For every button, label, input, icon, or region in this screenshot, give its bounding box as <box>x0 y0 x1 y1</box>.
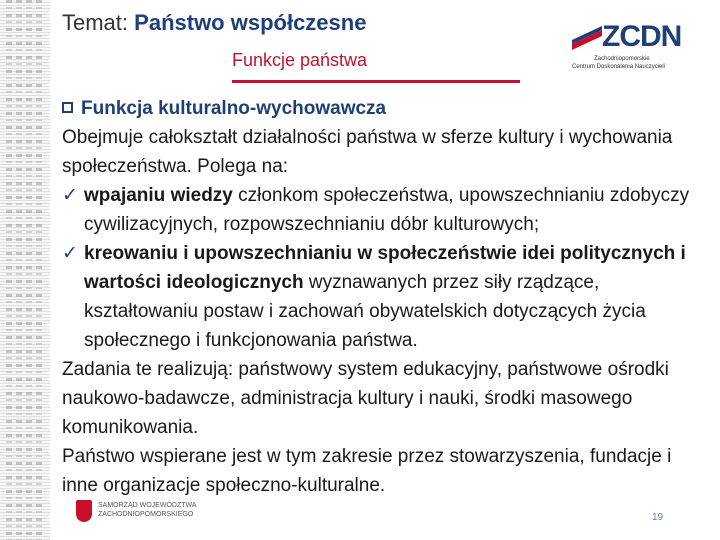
logo-line-1: Zachodniopomorskie <box>594 56 650 62</box>
griffin-shield-icon <box>76 500 92 522</box>
intro-paragraph: Obejmuje całokształt działalności państwa w sferze kultury i wychowania społeczeństwa. Polega na: <box>62 127 673 177</box>
support-paragraph: Państwo wspierane jest w tym zakresie przez stowarzyszenia, fundacje i inne organizacje społeczno-kulturalne. <box>62 446 672 496</box>
slide-body <box>62 94 710 500</box>
title-topic: Państwo współczesne <box>134 10 367 35</box>
title-prefix: Temat: <box>62 10 129 35</box>
zcdn-logo <box>572 20 684 74</box>
bullet-item: ✓ kreowaniu i upowszechnianiu w społeczeństwie idei politycznych i wartości ideologicznych wyznawanych przez siły rządzące, kształtowaniu postaw i zachowań obywatelskich dotyczących życia społecznego i funkcjonowania państwa. <box>62 239 710 355</box>
logo-line-2: Centrum Doskonalenia Nauczycieli <box>572 64 666 70</box>
checkbox-bullet-icon <box>62 102 73 113</box>
slide-title <box>62 10 366 36</box>
checkmark-icon: ✓ <box>62 243 78 264</box>
title-underline <box>232 80 520 83</box>
page-number: 19 <box>652 512 664 523</box>
decorative-margin-strip <box>0 0 50 540</box>
bullet-item: ✓ wpajaniu wiedzy członkom społeczeństwa, upowszechnianiu zdobyczy cywilizacyjnych, rozpowszechnianiu dóbr kulturowych; <box>62 181 710 239</box>
slide-subtitle: Funkcje państwa <box>232 50 368 70</box>
region-logo <box>76 500 206 524</box>
region-logo-line-1: SAMORZĄD WOJEWÓDZTWA <box>98 502 197 509</box>
region-logo-line-2: ZACHODNIOPOMORSKIEGO <box>98 511 194 518</box>
section-heading: Funkcja kulturalno-wychowawcza <box>62 94 710 123</box>
checkmark-icon: ✓ <box>62 185 78 206</box>
zcdn-logo-mark-icon <box>572 26 602 50</box>
logo-brand-text: ZCDN <box>602 20 682 53</box>
tasks-paragraph: Zadania te realizują: państwowy system edukacyjny, państwowe ośrodki naukowo-badawcze, administracja kultury i nauki, środki masowego komunikowania. <box>62 359 669 438</box>
